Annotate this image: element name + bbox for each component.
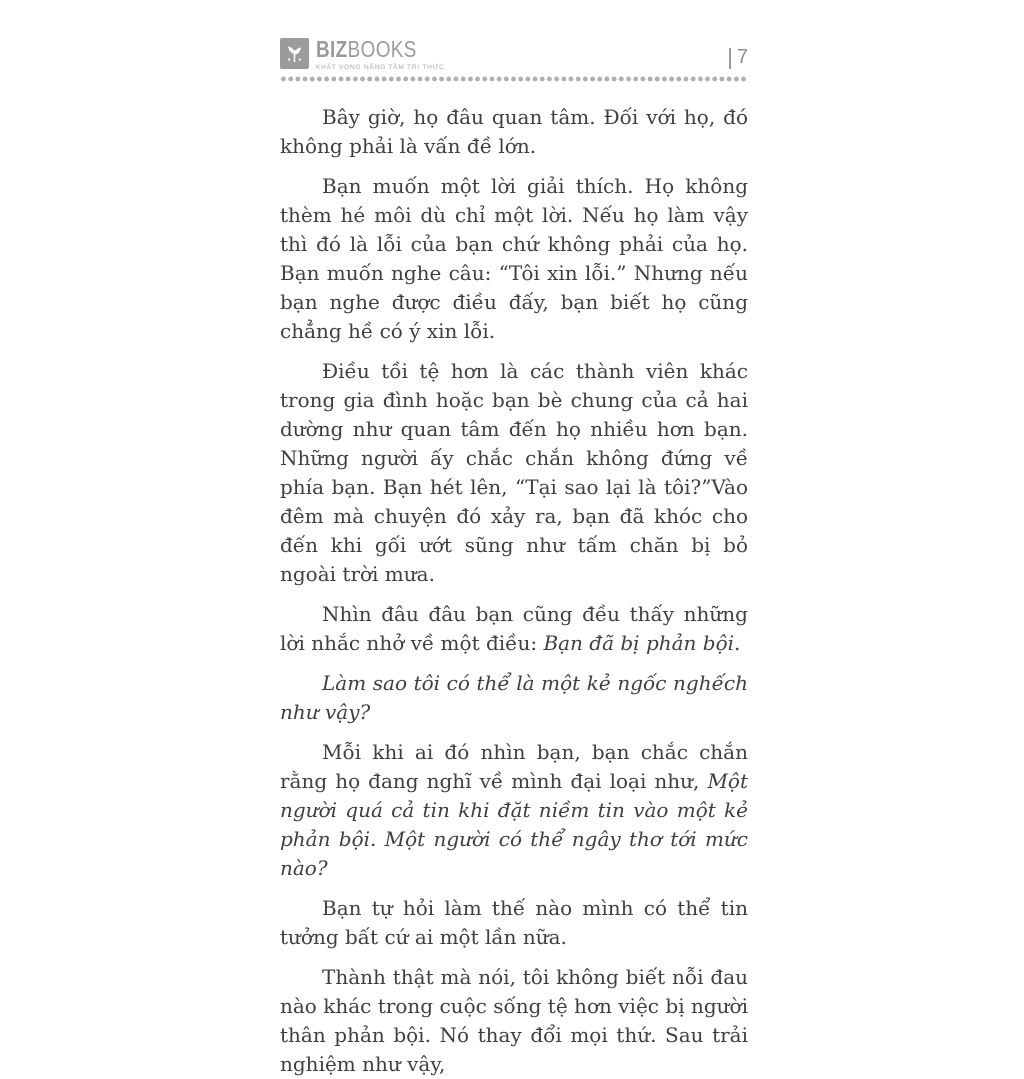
brand-name-biz: BIZ (316, 36, 348, 62)
paragraph-run: Bây giờ, họ đâu quan tâm. Đối với họ, đó không phải là vấn đề lớn. (280, 105, 748, 158)
brand-tagline: KHÁT VỌNG NÂNG TẦM TRI THỨC (316, 64, 445, 71)
brand-name-books: BOOKS (347, 36, 417, 62)
paragraph-run-italic: Một người quá cả tin khi đặt niềm tin vào một kẻ phản bội. Một người có thể ngây thơ tới mức nào? (280, 769, 748, 880)
paragraph (280, 669, 748, 727)
paragraph-run: Điều tồi tệ hơn là các thành viên khác trong gia đình hoặc bạn bè chung của cả hai dường như quan tâm đến họ nhiều hơn bạn. Những người ấy chắc chắn không đứng về phía bạn. Bạn hét lên, “Tại sao lại là tôi?”Vào đêm mà chuyện đó xảy ra, bạn đã khóc cho đến khi gối ướt sũng như tấm chăn bị bỏ ngoài trời mưa. (280, 359, 748, 586)
paragraph (280, 963, 748, 1079)
decorative-bead-divider (280, 75, 748, 83)
paragraph-run: Bạn muốn một lời giải thích. Họ không thèm hé môi dù chỉ một lời. Nếu họ làm vậy thì đó là lỗi của bạn chứ không phải của họ. Bạn muốn nghe câu: “Tôi xin lỗi.” Nhưng nếu bạn nghe được điều đấy, bạn biết họ cũng chẳng hề có ý xin lỗi. (280, 174, 748, 343)
body-text (280, 103, 748, 1079)
paragraph-run: Thành thật mà nói, tôi không biết nỗi đau nào khác trong cuộc sống tệ hơn việc bị người thân phản bội. Nó thay đổi mọi thứ. Sau trải nghiệm như vậy, (280, 965, 748, 1076)
brand-text (316, 38, 445, 71)
plant-sprout-book-icon (280, 38, 309, 69)
paragraph-run-italic: Bạn đã bị phản bội. (543, 631, 741, 655)
paragraph-run-italic: Làm sao tôi có thể là một kẻ ngốc nghếch như vậy? (280, 671, 748, 724)
paragraph (280, 894, 748, 952)
paragraph-run: Bạn tự hỏi làm thế nào mình có thể tin tưởng bất cứ ai một lần nữa. (280, 896, 748, 949)
brand-name (316, 38, 421, 61)
page-number-divider-bar (729, 48, 731, 69)
paragraph-run: Nhìn đâu đâu bạn cũng đều thấy những lời nhắc nhở về một điều: (280, 602, 748, 655)
paragraph-run: Mỗi khi ai đó nhìn bạn, bạn chắc chắn rằng họ đang nghĩ về mình đại loại như, (280, 740, 748, 793)
paragraph (280, 357, 748, 589)
bizbooks-logo (280, 38, 445, 71)
paragraph (280, 738, 748, 883)
page-header (280, 0, 748, 71)
paragraph (280, 103, 748, 161)
paragraph (280, 600, 748, 658)
page-number-value: 7 (736, 46, 748, 68)
book-page (280, 0, 748, 1076)
page-number (729, 46, 748, 71)
paragraph (280, 172, 748, 346)
